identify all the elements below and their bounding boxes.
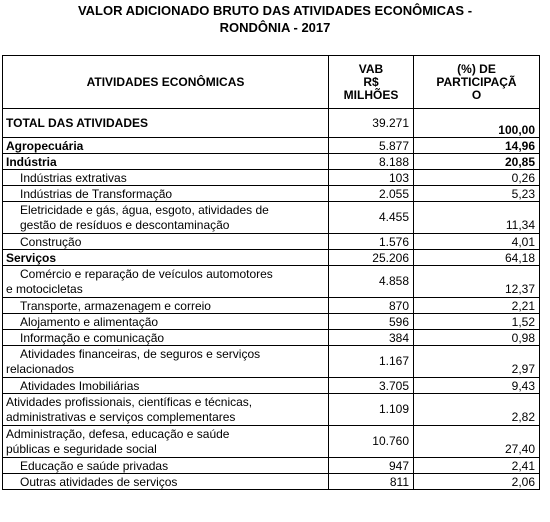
row-vab: 103 (329, 170, 414, 186)
row-label: Indústrias de Transformação (3, 186, 329, 202)
header-vab-line-3: MILHÕES (343, 87, 399, 102)
row-pct: 20,85 (414, 154, 540, 170)
row-label: Construção (3, 234, 329, 250)
row-label-line-2: públicas e seguridade social (6, 441, 157, 456)
header-vab-line-1: VAB (358, 61, 384, 76)
row-label: Transporte, armazenagem e correio (3, 298, 329, 314)
table-row (3, 346, 540, 378)
row-vab: 10.760 (329, 426, 414, 458)
row-label: Outras atividades de serviços (3, 474, 329, 490)
row-label: Informação e comunicação (3, 330, 329, 346)
table-row (3, 426, 540, 458)
table-row-agropecuaria (3, 138, 540, 154)
row-label: Alojamento e alimentação (3, 314, 329, 330)
row-label: Agropecuária (3, 138, 329, 154)
row-pct: 1,52 (414, 314, 540, 330)
row-pct: 5,23 (414, 186, 540, 202)
row-label-line-1: Administração, defesa, educação e saúde (6, 426, 230, 441)
row-vab: 4.455 (329, 202, 414, 234)
table-row (3, 474, 540, 490)
row-vab: 25.206 (329, 250, 414, 266)
row-vab: 5.877 (329, 138, 414, 154)
row-pct: 2,82 (414, 394, 540, 426)
row-vab: 1.576 (329, 234, 414, 250)
row-label: Serviços (3, 250, 329, 266)
table-row (3, 202, 540, 234)
row-label (3, 266, 329, 298)
row-pct: 0,26 (414, 170, 540, 186)
table-row (3, 234, 540, 250)
row-pct: 9,43 (414, 378, 540, 394)
row-pct: 2,97 (414, 346, 540, 378)
row-label-line-2: gestão de resíduos e descontaminação (20, 217, 230, 232)
header-pct-line-3: O (471, 87, 482, 102)
row-label-line-1: Comércio e reparação de veículos automotores (20, 266, 273, 281)
row-label (3, 426, 329, 458)
row-label-line-2: administrativas e serviços complementares (6, 409, 236, 424)
row-pct: 14,96 (414, 138, 540, 154)
row-pct: 64,18 (414, 250, 540, 266)
row-pct: 0,98 (414, 330, 540, 346)
row-pct: 12,37 (414, 266, 540, 298)
row-label (3, 394, 329, 426)
row-pct: 2,06 (414, 474, 540, 490)
row-vab: 811 (329, 474, 414, 490)
row-pct: 2,41 (414, 458, 540, 474)
table-row-total (3, 109, 540, 138)
header-vab-line-2: R$ (363, 74, 379, 89)
economic-activities-table (2, 55, 540, 490)
table-row-industria (3, 154, 540, 170)
row-label-line-1: Eletricidade e gás, água, esgoto, atividades de (20, 202, 269, 217)
row-label: Educação e saúde privadas (3, 458, 329, 474)
table-row (3, 298, 540, 314)
row-pct: 4,01 (414, 234, 540, 250)
row-vab: 3.705 (329, 378, 414, 394)
row-label: Atividades Imobiliárias (3, 378, 329, 394)
table-row (3, 266, 540, 298)
header-vab (329, 56, 414, 109)
header-activity: ATIVIDADES ECONÔMICAS (3, 56, 329, 109)
table-row (3, 378, 540, 394)
table-row-servicos (3, 250, 540, 266)
header-row (3, 56, 540, 109)
row-pct: 11,34 (414, 202, 540, 234)
row-vab: 1.167 (329, 346, 414, 378)
table-row (3, 170, 540, 186)
row-vab: 870 (329, 298, 414, 314)
row-vab: 39.271 (329, 109, 414, 138)
row-pct: 100,00 (414, 109, 540, 138)
row-vab: 8.188 (329, 154, 414, 170)
header-pct-line-1: (%) DE (457, 61, 496, 76)
row-pct: 27,40 (414, 426, 540, 458)
row-label-line-1: Atividades profissionais, científicas e técnicas, (6, 394, 253, 409)
table-row (3, 330, 540, 346)
row-vab: 2.055 (329, 186, 414, 202)
row-label-line-2: e motocicletas (6, 281, 83, 296)
table-row (3, 186, 540, 202)
row-vab: 947 (329, 458, 414, 474)
header-pct-line-2: PARTICIPAÇÃ (436, 74, 517, 89)
table-title-line-1: VALOR ADICIONADO BRUTO DAS ATIVIDADES ECONÔMICAS - (77, 3, 473, 18)
row-vab: 384 (329, 330, 414, 346)
table-row (3, 314, 540, 330)
row-label: Indústria (3, 154, 329, 170)
row-label (3, 202, 329, 234)
table-row (3, 394, 540, 426)
row-vab: 596 (329, 314, 414, 330)
row-label-line-2: relacionados (6, 361, 75, 376)
header-participation (414, 56, 540, 109)
row-label: Indústrias extrativas (3, 170, 329, 186)
row-label-line-1: Atividades financeiras, de seguros e serviços (20, 346, 261, 361)
row-label (3, 346, 329, 378)
row-label: TOTAL DAS ATIVIDADES (3, 109, 329, 138)
table-title-line-2: RONDÔNIA - 2017 (219, 20, 331, 35)
row-pct: 2,21 (414, 298, 540, 314)
row-vab: 4.858 (329, 266, 414, 298)
row-vab: 1.109 (329, 394, 414, 426)
table-row (3, 458, 540, 474)
